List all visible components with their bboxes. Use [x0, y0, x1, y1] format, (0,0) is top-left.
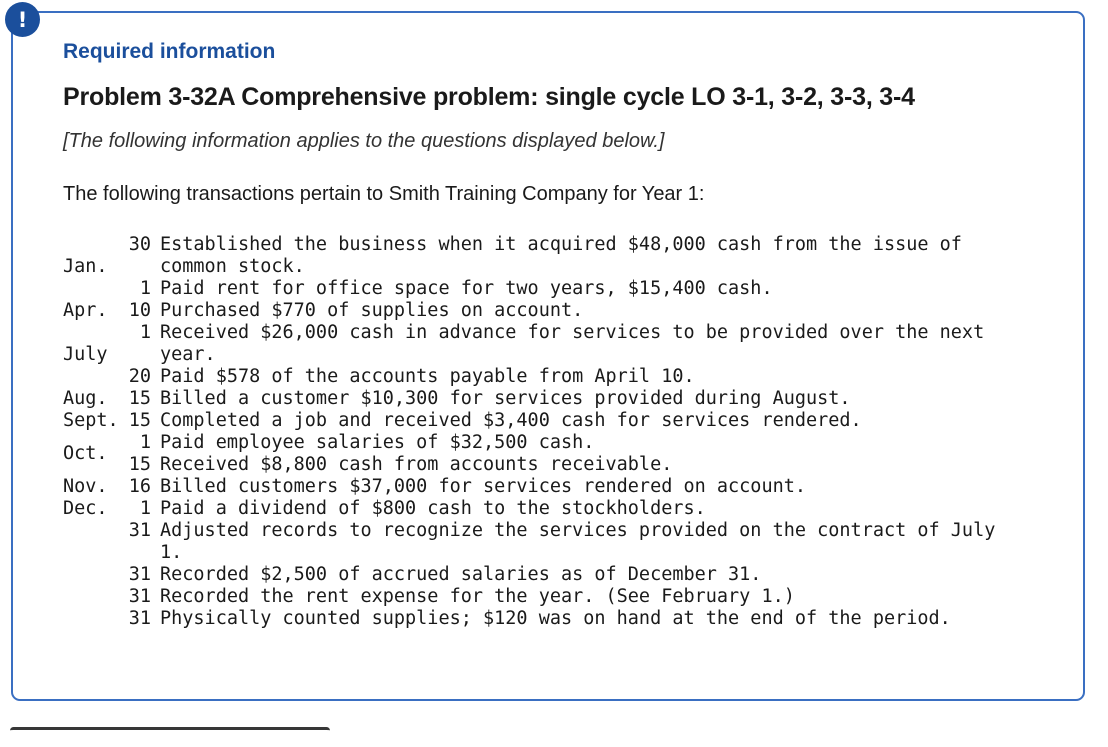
table-row: [63, 520, 1016, 564]
month-cell: Jan.: [63, 256, 108, 277]
day-cell: 1: [139, 322, 151, 343]
table-row: [63, 234, 1016, 278]
problem-title: Problem 3-32A Comprehensive problem: single cycle LO 3-1, 3-2, 3-3, 3-4: [63, 83, 915, 111]
table-row: [63, 366, 1016, 388]
table-row: [63, 322, 1016, 366]
day-cell: 31: [128, 608, 151, 629]
month-cell: Dec.: [63, 498, 108, 519]
day-cell: 20: [128, 366, 151, 387]
day-cell: 15: [128, 388, 151, 409]
table-row: [63, 476, 1016, 498]
description-cell: Paid $578 of the accounts payable from April 10.: [160, 366, 695, 387]
table-row: [63, 432, 1016, 454]
month-cell: Oct.: [63, 443, 108, 464]
day-cell: 31: [128, 520, 151, 541]
description-cell: Billed a customer $10,300 for services provided during August.: [160, 388, 851, 409]
next-section-heading-clipped: [10, 727, 330, 747]
description-cell: Billed customers $37,000 for services rendered on account.: [160, 476, 807, 497]
description-cell: Recorded $2,500 of accrued salaries as of December 31.: [160, 564, 762, 585]
table-row: [63, 586, 1016, 608]
month-cell: Aug.: [63, 388, 108, 409]
required-information-heading: Required information: [63, 40, 276, 63]
description-cell: Received $26,000 cash in advance for services to be provided over the next year.: [160, 322, 985, 365]
table-row: [63, 410, 1016, 432]
day-cell: 10: [128, 300, 151, 321]
month-cell: Nov.: [63, 476, 108, 497]
day-cell: 15: [128, 410, 151, 431]
description-cell: Paid rent for office space for two years, $15,400 cash.: [160, 278, 773, 299]
day-cell: 30: [128, 234, 151, 255]
description-cell: Recorded the rent expense for the year. (See February 1.): [160, 586, 795, 607]
month-cell: [63, 608, 123, 630]
month-cell: [63, 564, 123, 586]
table-row: [63, 608, 1016, 630]
month-cell: Apr.: [63, 300, 108, 321]
description-cell: Received $8,800 cash from accounts receivable.: [160, 454, 673, 475]
table-row: [63, 300, 1016, 322]
month-cell: July: [63, 344, 108, 365]
day-cell: 1: [139, 278, 151, 299]
table-row: [63, 388, 1016, 410]
table-row: [63, 498, 1016, 520]
intro-text: The following transactions pertain to Smith Training Company for Year 1:: [63, 183, 705, 205]
alert-icon: !: [5, 2, 40, 37]
description-cell: Paid a dividend of $800 cash to the stockholders.: [160, 498, 706, 519]
description-cell: Purchased $770 of supplies on account.: [160, 300, 584, 321]
month-cell: [63, 520, 123, 564]
table-row: [63, 564, 1016, 586]
transactions-table: [63, 234, 1016, 630]
description-cell: Adjusted records to recognize the services provided on the contract of July 1.: [160, 520, 996, 563]
description-cell: Physically counted supplies; $120 was on hand at the end of the period.: [160, 608, 951, 629]
description-cell: Completed a job and received $3,400 cash for services rendered.: [160, 410, 862, 431]
month-cell: Sept.: [63, 410, 119, 431]
day-cell: 1: [139, 432, 151, 453]
description-cell: Established the business when it acquired $48,000 cash from the issue of common stock.: [160, 234, 962, 277]
info-note: [The following information applies to the questions displayed below.]: [63, 130, 665, 152]
day-cell: 16: [128, 476, 151, 497]
day-cell: 31: [128, 564, 151, 585]
day-cell: 31: [128, 586, 151, 607]
description-cell: Paid employee salaries of $32,500 cash.: [160, 432, 595, 453]
day-cell: 15: [128, 454, 151, 475]
table-row: [63, 278, 1016, 300]
month-cell: [63, 586, 123, 608]
table-row: [63, 454, 1016, 476]
day-cell: 1: [139, 498, 151, 519]
